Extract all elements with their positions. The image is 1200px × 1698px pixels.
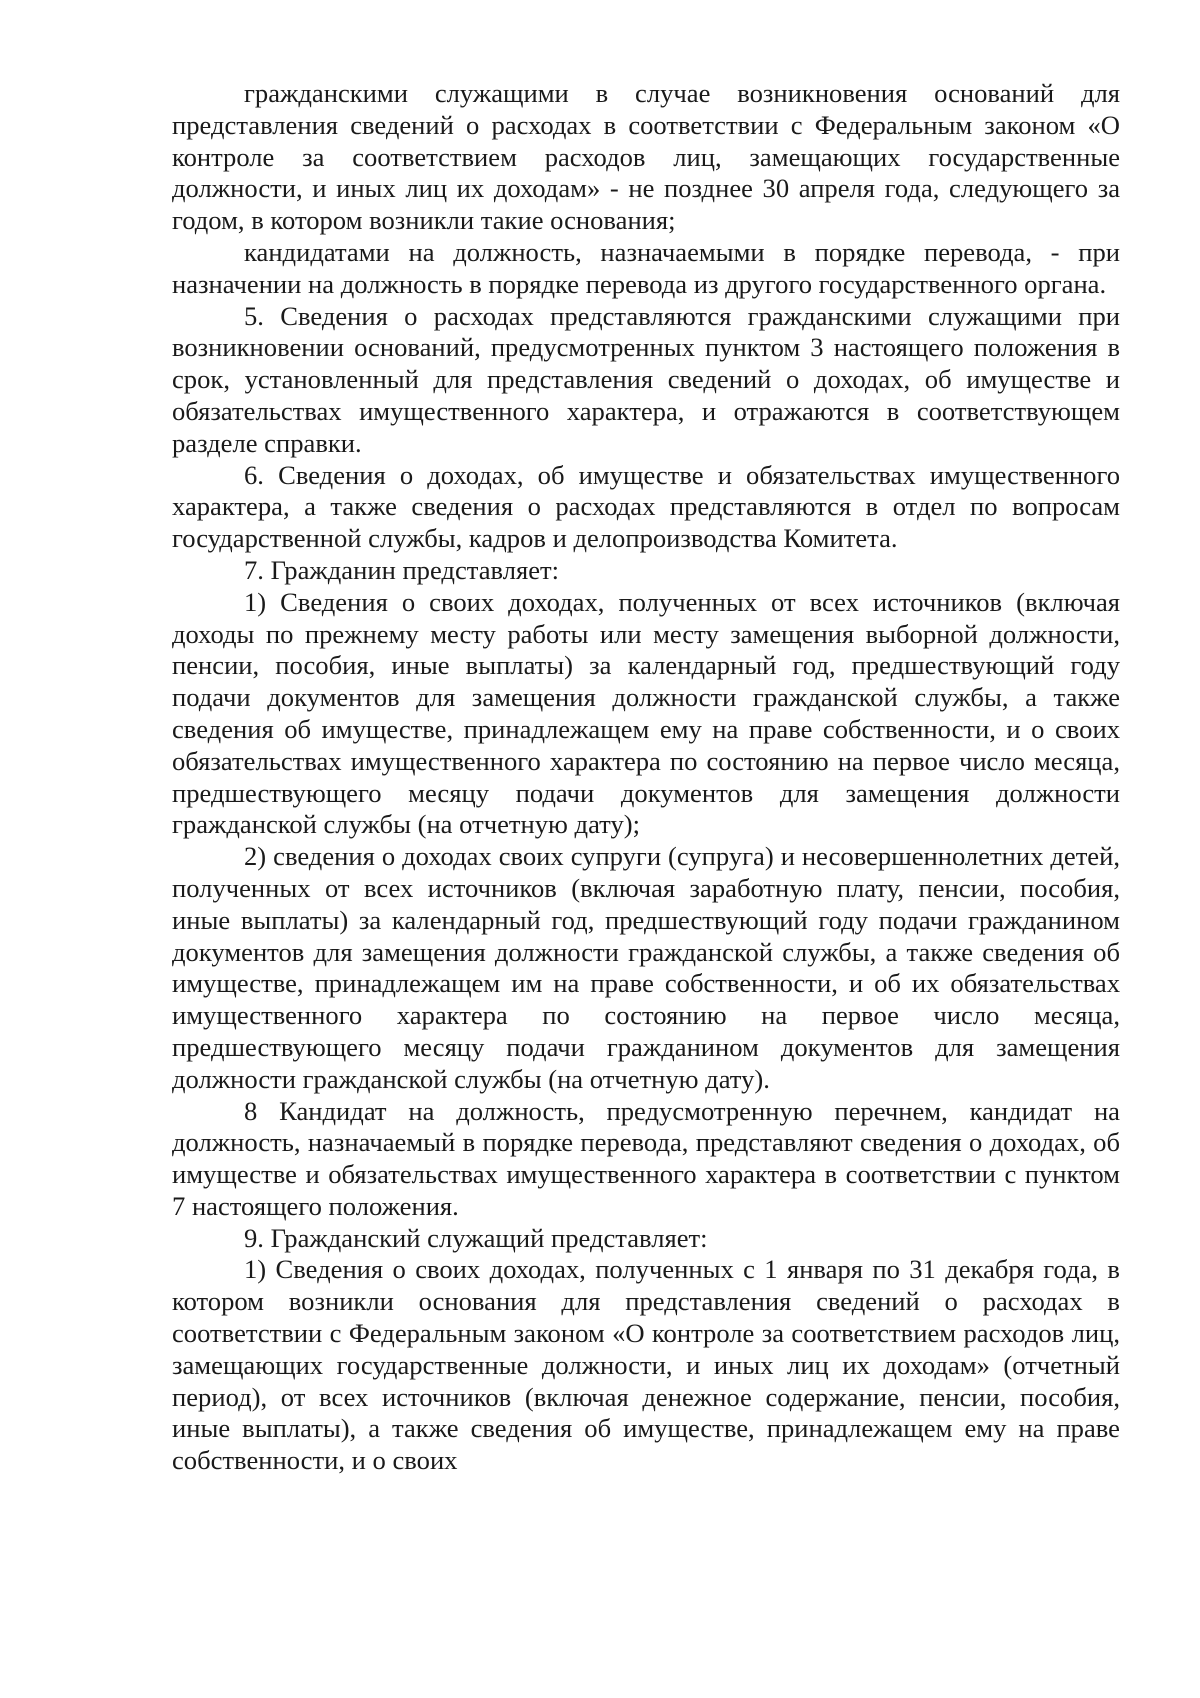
paragraph-item-6: 6. Сведения о доходах, об имуществе и обязательствах имущественного характера, а также сведения о расходах представляются в отдел по вопросам государственной службы, кадров и делопроизводства Комитета. <box>172 459 1120 554</box>
paragraph-item-5: 5. Сведения о расходах представляются гражданскими служащими при возникновении оснований, предусмотренных пунктом 3 настоящего положения в срок, установленный для представления сведений о доходах, об имуществе и обязательствах имущественного характера, и отражаются в соответствующем разделе справки. <box>172 300 1120 458</box>
paragraph-item-7-2: 2) сведения о доходах своих супруги (супруга) и несовершеннолетних детей, полученных от всех источников (включая заработную плату, пенсии, пособия, иные выплаты) за календарный год, предшествующий году подачи гражданином документов для замещения должности гражданской службы, а также сведения об имуществе, принадлежащем им на праве собственности, и об их обязательствах имущественного характера по состоянию на первое число месяца, предшествующего месяцу подачи гражданином документов для замещения должности гражданской службы (на отчетную дату). <box>172 841 1120 1094</box>
document-body <box>172 78 1120 1477</box>
paragraph-candidates-transfer: кандидатами на должность, назначаемыми в порядке перевода, - при назначении на должность в порядке перевода из другого государственного органа. <box>172 236 1120 299</box>
paragraph-item-8: 8 Кандидат на должность, предусмотренную перечнем, кандидат на должность, назначаемый в порядке перевода, представляют сведения о доходах, об имуществе и обязательствах имущественного характера в соответствии с пунктом 7 настоящего положения. <box>172 1095 1120 1221</box>
paragraph-continuation: гражданскими служащими в случае возникновения оснований для представления сведений о расходах в соответствии с Федеральным законом «О контроле за соответствием расходов лиц, замещающих государственные должности, и иных лиц их доходам» - не позднее 30 апреля года, следующего за годом, в котором возникли такие основания; <box>172 78 1120 236</box>
paragraph-item-7: 7. Гражданин представляет: <box>244 554 560 585</box>
paragraph-item-9-1: 1) Сведения о своих доходах, полученных с 1 января по 31 декабря года, в котором возникли основания для представления сведений о расходах в соответствии с Федеральным законом «О контроле за соответствием расходов лиц, замещающих государственные должности, и иных лиц их доходам» (отчетный период), от всех источников (включая денежное содержание, пенсии, пособия, иные выплаты), а также сведения об имуществе, принадлежащем ему на праве собственности, и о своих <box>172 1254 1120 1476</box>
paragraph-item-9: 9. Гражданский служащий представляет: <box>244 1222 708 1253</box>
paragraph-item-7-1: 1) Сведения о своих доходах, полученных от всех источников (включая доходы по прежнему месту работы или месту замещения выборной должности, пенсии, пособия, иные выплаты) за календарный год, предшествующий году подачи документов для замещения должности гражданской службы, а также сведения об имуществе, принадлежащем ему на праве собственности, и о своих обязательствах имущественного характера по состоянию на первое число месяца, предшествующего месяцу подачи документов для замещения должности гражданской службы (на отчетную дату); <box>172 586 1120 840</box>
